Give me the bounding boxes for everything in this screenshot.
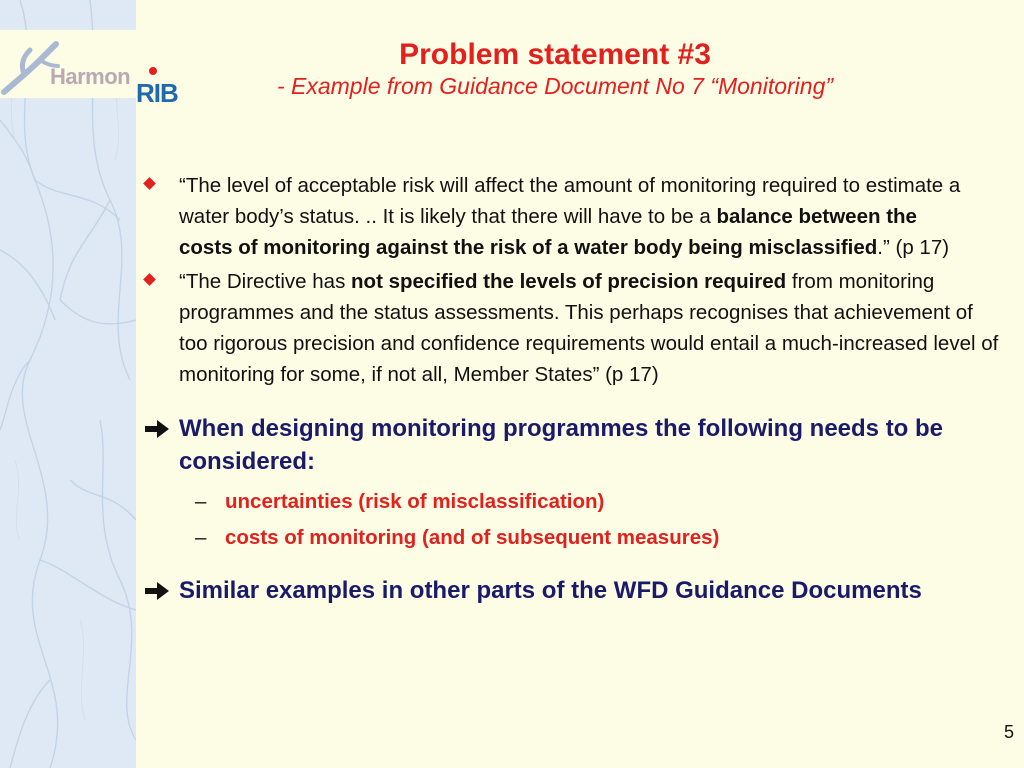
list-item-text: uncertainties (risk of misclassification) — [225, 490, 605, 513]
considerations-list — [143, 484, 1013, 556]
logo-text-harmon: Harmon — [50, 64, 131, 89]
decorative-river-strip — [0, 0, 136, 768]
slide-title: Problem statement #3 — [399, 38, 711, 71]
quote-text-post: .” (p 17) — [877, 236, 950, 259]
quote-text-bold: balance between the costs of monitoring against the risk of a water body being misclassified — [179, 205, 917, 259]
point-1 — [143, 412, 963, 478]
river-network-graphic — [0, 0, 136, 768]
quote-text-pre: “The level of acceptable risk will affect the amount of monitoring required to estimate a water body’s status. .. It is likely that there will have to be a — [179, 174, 961, 228]
logo-dot — [149, 67, 157, 75]
dash-bullet-icon: – — [195, 526, 207, 549]
arrow-right-icon — [143, 581, 171, 601]
list-item-text: costs of monitoring (and of subsequent measures) — [225, 526, 720, 549]
page-number: 5 — [1003, 722, 1014, 742]
quote-text-post: from monitoring programmes and the status assessments. This perhaps recognises that achievement of too rigorous precision and confidence requirements would entail a much-increased level of monitoring for some, if not all, Member States” (p 17) — [179, 270, 999, 386]
slide-subtitle: - Example from Guidance Document No 7 “Monitoring” — [276, 73, 834, 99]
quote-text-bold: not specified the levels of precision required — [351, 270, 787, 293]
arrow-right-icon — [143, 419, 171, 439]
point-text: When designing monitoring programmes the following needs to be considered: — [179, 415, 944, 475]
list-item — [195, 484, 1013, 520]
quote-text-pre: “The Directive has — [179, 270, 352, 293]
quote-bullet-1 — [143, 170, 963, 263]
point-text: Similar examples in other parts of the WFD Guidance Documents — [179, 577, 922, 604]
diamond-bullet-icon — [143, 177, 156, 190]
logo-text-rib: RIB — [136, 78, 178, 108]
point-2 — [143, 574, 963, 607]
list-item — [195, 520, 1013, 556]
title-block — [180, 38, 930, 100]
quote-bullet-2 — [143, 266, 1003, 390]
dash-bullet-icon: – — [195, 490, 207, 513]
harmonirib-logo — [0, 30, 180, 108]
diamond-bullet-icon — [143, 273, 156, 286]
slide-content — [143, 170, 1013, 607]
